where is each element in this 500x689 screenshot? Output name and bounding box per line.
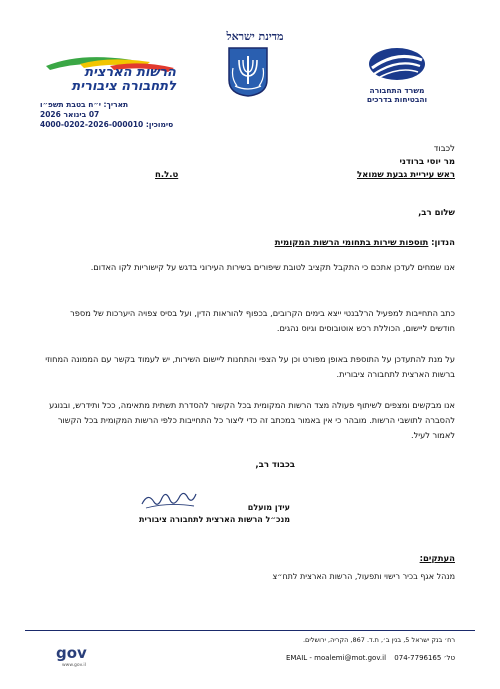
gov-logo-subtext: www.gov.il	[62, 663, 86, 668]
signer-name: עידן מועלם	[247, 503, 290, 512]
body-paragraph: על מנת להתעדכן על התוספת באופן מפורט וכן על הצפי והתחנות ליישום השירות, יש לעמוד בקשר עם הממונה המחוזי ברשות הארצית לתחבורה ציבורית.	[45, 354, 455, 379]
body-paragraph: אנו מבקשים ומצפים לשיתוף פעולה מצד הרשות המקומית בכל הקשור להסדרת תשתית מתאימה, ככל ותידרש, ובנוגע להסברה לתושבי הרשות. מובהר כי אין באמור במכתב זה כדי ליצור כל התחייבות כלפי הרשות המקומית בכל הקשור לאמור לעיל.	[49, 400, 455, 440]
state-emblem-icon	[225, 46, 271, 98]
greeting: שלום רב,	[418, 208, 455, 218]
footer-phone: טל׳ 074-7796165	[394, 654, 455, 662]
gov-logo-icon: gov	[56, 644, 87, 662]
body-paragraph: אנו שמחים לעדכן אתכם כי התקבל תקציב לטובת שיפורים בשירות העירוני בדגש על קישוריות לקו האדום.	[90, 262, 455, 272]
footer-address: רח׳ בנק ישראל 5, בנין ב׳, ת.ד. 867, הקריה, ירושלים.	[302, 636, 455, 644]
subject-text: תוספות שירות בתחומי הרשות המקומית	[274, 238, 429, 248]
state-name: מדינת ישראל	[226, 30, 284, 43]
footer-email: EMAIL - moalemi@mot.gov.il	[285, 654, 387, 662]
ministry-name-line1: משרד התחבורה	[369, 86, 425, 95]
subject-label: הנדון:	[431, 238, 455, 248]
recipient-title-line	[155, 169, 455, 182]
ministry-logo-icon	[362, 44, 432, 84]
authority-name-line1: הרשות הארצית	[84, 65, 176, 80]
recipient-suffix: ט.ל.ח	[155, 170, 179, 180]
signer-block	[139, 502, 290, 526]
ministry-name-line2: והבטיחות בדרכים	[366, 95, 428, 104]
body-paragraph: כתב התחייבות למפעיל הרלבנטי ייצא בימים הקרובים, בכפוף להוראות הדין, ועל בסיס צפויה היערכות של מספר חודשים ליישום, הכוללת רכש אוטובוסים וגיוס נהגים.	[70, 308, 455, 333]
reference-number: סימוכין: 4000-0202-2026-000010	[40, 120, 174, 129]
footer-contact	[95, 654, 455, 662]
closing: בכבוד רב,	[255, 460, 295, 470]
recipient-block	[155, 143, 455, 182]
recipient-title: ראש עיריית גבעת שמואל	[356, 170, 455, 180]
recipient-to-label: לכבוד	[433, 144, 455, 154]
authority-name	[40, 66, 176, 94]
signer-title: מנכ״ל הרשות הארצית לתחבורה ציבורית	[139, 515, 290, 524]
cc-item: מנהל אגף בכיר רישוי ותפעול, הרשות הארצית לתח״צ	[272, 572, 455, 581]
recipient-name: מר יוסי ברודני	[399, 157, 455, 167]
subject-line	[35, 238, 455, 248]
authority-name-line2: לתחבורה ציבורית	[71, 79, 176, 94]
ministry-name	[352, 86, 442, 104]
date-gregorian: 07 בינואר 2026	[40, 110, 100, 119]
document-meta	[40, 100, 180, 130]
date-hebrew: תאריך: י״ח בטבת תשפ״ו	[40, 100, 129, 109]
cc-label: העתקים:	[419, 554, 455, 564]
footer-divider	[25, 630, 475, 631]
